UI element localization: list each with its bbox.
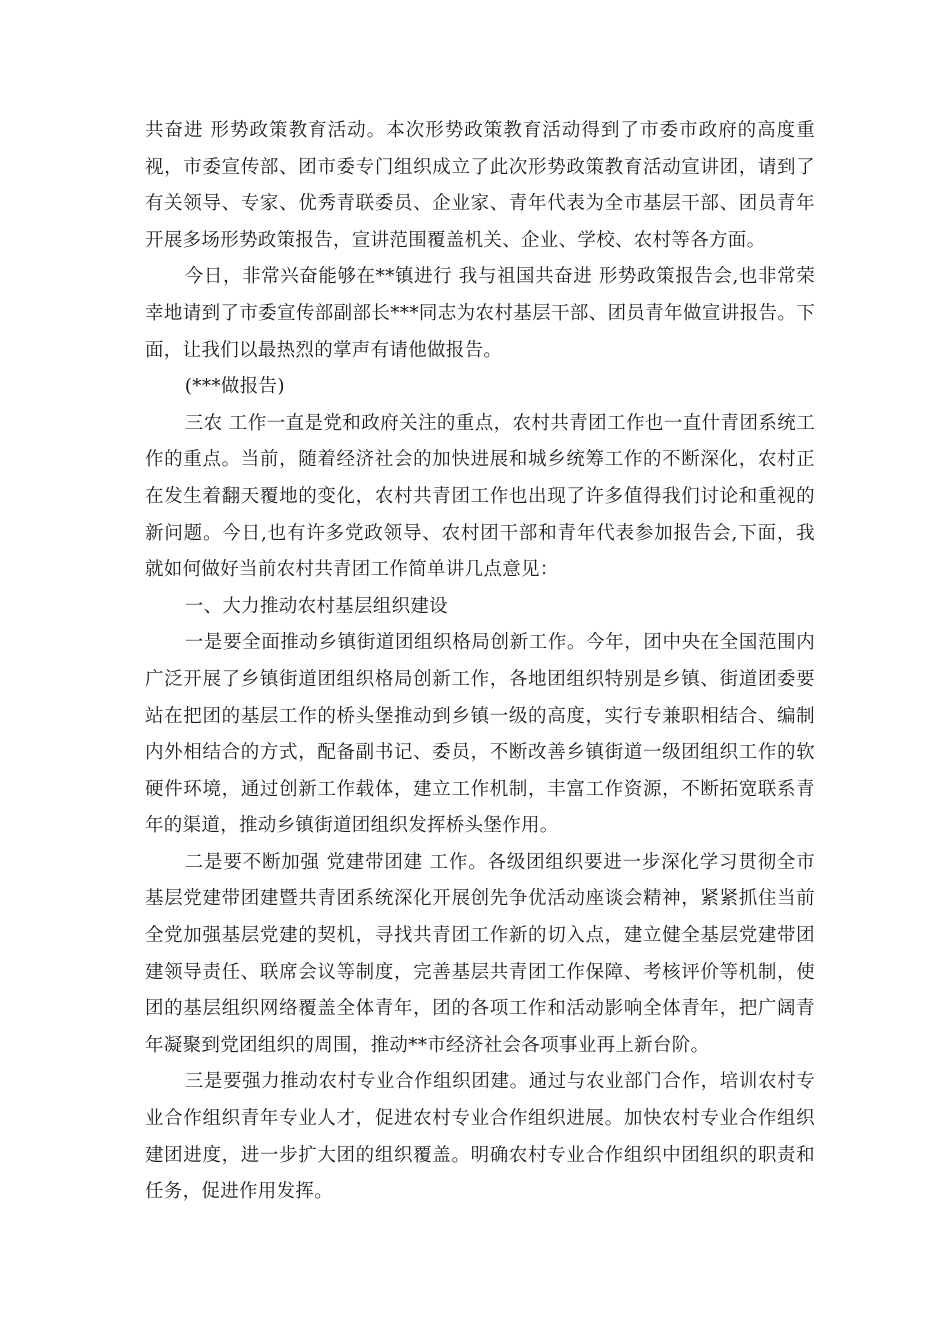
section-heading-1: 一、大力推动农村基层组织建设 [184, 595, 448, 617]
paragraph-report-note: (***做报告) [184, 376, 285, 398]
paragraph-point-one: 一是要全面推动乡镇街道团组织格局创新工作。今年，团中央在全国范围内广泛开展了乡镇街道团组织格局创新工作，各地团组织特别是乡镇、街道团委要站在把团的基层工作的桥头堡推动到乡镇一级的高度，实行专兼职相结合、编制内外相结合的方式，配备副书记、委员，不断改善乡镇街道一级团组织工作的软硬件环境，通过创新工作载体，建立工作机制，丰富工作资源，不断拓宽联系青年的渠道，推动乡镇街道团组织发挥桥头堡作用。 [145, 632, 815, 837]
paragraph-intro-continuation: 共奋进 形势政策教育活动。本次形势政策教育活动得到了市委市政府的高度重视，市委宣传部、团市委专门组织成立了此次形势政策教育活动宣讲团，请到了有关领导、专家、优秀青联委员、企业家、青年代表为全市基层干部、团员青年开展多场形势政策报告，宣讲范围覆盖机关、企业、学校、农村等各方面。 [145, 120, 815, 251]
document-body [145, 113, 815, 1211]
paragraph-rural-work: 三农 工作一直是党和政府关注的重点，农村共青团工作也一直什青团系统工作的重点。当前，随着经济社会的加快进展和城乡统筹工作的不断深化，农村正在发生着翻天覆地的变化，农村共青团工作也出现了许多值得我们讨论和重视的新问题。今日,也有许多党政领导、农村团干部和青年代表参加报告会,下面，我就如何做好当前农村共青团工作简单讲几点意见： [145, 412, 815, 581]
paragraph-point-two: 二是要不断加强 党建带团建 工作。各级团组织要进一步深化学习贯彻全市基层党建带团建暨共青团系统深化开展创先争优活动座谈会精神，紧紧抓住当前全党加强基层党建的契机，寻找共青团工作新的切入点，建立健全基层党建带团建领导责任、联席会议等制度，完善基层共青团工作保障、考核评价等机制，使团的基层组织网络覆盖全体青年，团的各项工作和活动影响全体青年，把广阔青年凝聚到党团组织的周围，推动**市经济社会各项事业再上新台阶。 [145, 851, 815, 1056]
paragraph-point-three: 三是要强力推动农村专业合作组织团建。通过与农业部门合作，培训农村专业合作组织青年专业人才，促进农村专业合作组织进展。加快农村专业合作组织建团进度，进一步扩大团的组织覆盖。明确农村专业合作组织中团组织的职责和任务，促进作用发挥。 [145, 1071, 815, 1203]
paragraph-opening-remarks: 今日，非常兴奋能够在**镇进行 我与祖国共奋进 形势政策报告会,也非常荣幸地请到了市委宣传部副部长***同志为农村基层干部、团员青年做宣讲报告。下面，让我们以最热烈的掌声有请他做报告。 [145, 266, 815, 361]
